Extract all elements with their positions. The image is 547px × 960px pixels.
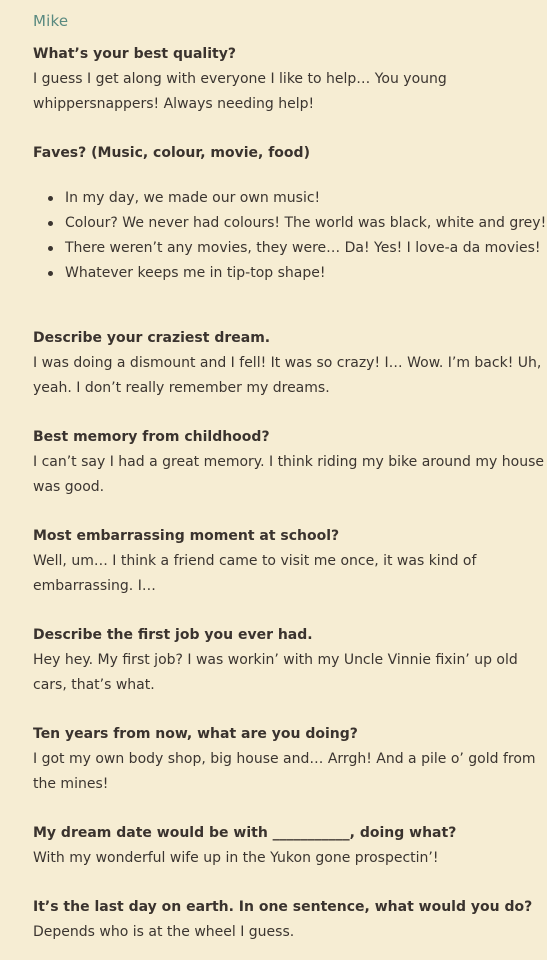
qa-best-quality bbox=[33, 42, 547, 117]
answer: I was doing a dismount and I fell! It was so crazy! I… Wow. I’m back! Uh, yeah. I don’t really remember my dreams. bbox=[33, 355, 542, 396]
list-item bbox=[33, 186, 547, 211]
question: What’s your best quality? bbox=[33, 46, 236, 62]
answer: With my wonderful wife up in the Yukon gone prospectin’! bbox=[33, 850, 439, 866]
list-item bbox=[33, 211, 547, 236]
bullet-icon bbox=[48, 221, 53, 226]
question: Best memory from childhood? bbox=[33, 429, 270, 445]
profile-name: Mike bbox=[33, 12, 69, 30]
question: Most embarrassing moment at school? bbox=[33, 528, 340, 544]
answer: Hey hey. My first job? I was workin’ with my Uncle Vinnie fixin’ up old cars, that’s what. bbox=[33, 652, 518, 693]
qa-ten-years bbox=[33, 722, 547, 797]
qa-embarrassing-moment bbox=[33, 524, 547, 599]
list-item-text: There weren’t any movies, they were… Da! Yes! I love-a da movies! bbox=[65, 240, 541, 256]
question: Describe the first job you ever had. bbox=[33, 627, 313, 643]
bullet-icon bbox=[48, 196, 53, 201]
list-item-text: In my day, we made our own music! bbox=[65, 190, 321, 206]
list-item bbox=[33, 261, 547, 286]
answer: I can’t say I had a great memory. I think riding my bike around my house was good. bbox=[33, 454, 544, 495]
list-item-text: Colour? We never had colours! The world was black, white and grey! bbox=[65, 215, 547, 231]
bullet-icon bbox=[48, 271, 53, 276]
question: My dream date would be with ___________, doing what? bbox=[33, 825, 457, 841]
answer: Depends who is at the wheel I guess. bbox=[33, 924, 295, 940]
qa-first-job bbox=[33, 623, 547, 698]
list-item bbox=[33, 236, 547, 261]
answer: I got my own body shop, big house and… Arrgh! And a pile o’ gold from the mines! bbox=[33, 751, 536, 792]
faves-list bbox=[33, 186, 547, 286]
list-item-text: Whatever keeps me in tip-top shape! bbox=[65, 265, 326, 281]
qa-last-day bbox=[33, 895, 547, 945]
answer: I guess I get along with everyone I like to help… You young whippersnappers! Always needing help! bbox=[33, 71, 447, 112]
answer: Well, um… I think a friend came to visit me once, it was kind of embarrassing. I… bbox=[33, 553, 477, 594]
qa-dream-date bbox=[33, 821, 547, 871]
qa-craziest-dream bbox=[33, 326, 547, 401]
question: Faves? (Music, colour, movie, food) bbox=[33, 145, 310, 161]
question: It’s the last day on earth. In one sentence, what would you do? bbox=[33, 899, 533, 915]
qa-faves bbox=[33, 141, 547, 286]
bullet-icon bbox=[48, 246, 53, 251]
question: Describe your craziest dream. bbox=[33, 330, 271, 346]
question: Ten years from now, what are you doing? bbox=[33, 726, 358, 742]
qa-childhood-memory bbox=[33, 425, 547, 500]
